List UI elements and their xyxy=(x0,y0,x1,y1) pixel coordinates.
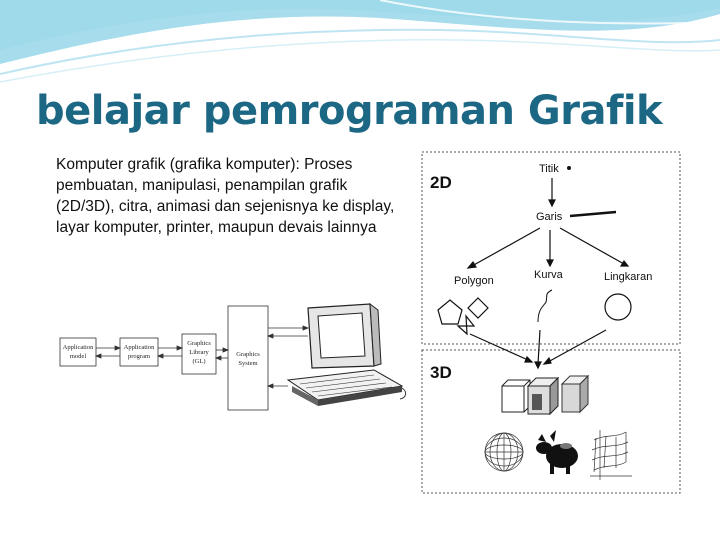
cube-shaded-icon xyxy=(528,378,558,414)
graphics-system-label-1: Graphics xyxy=(236,351,260,358)
keyboard-icon xyxy=(288,370,406,406)
label-2d: 2D xyxy=(430,173,452,192)
label-kurva: Kurva xyxy=(534,269,563,281)
slide-title: belajar pemrograman Grafik xyxy=(36,88,663,134)
label-titik: Titik xyxy=(539,163,559,175)
cube-solid-icon xyxy=(562,376,588,412)
app-model-box xyxy=(60,338,96,366)
point-icon xyxy=(567,166,571,170)
app-program-box xyxy=(120,338,158,366)
graphics-library-label-1: Graphics xyxy=(187,340,211,347)
slide-body-text: Komputer grafik (grafika komputer): Proses pembuatan, manipulasi, penampilan grafik (2D/3D), citra, animasi dan sejenisnya ke display, layar komputer, printer, maupun devais lainnya xyxy=(56,156,395,236)
label-polygon: Polygon xyxy=(454,275,494,287)
label-lingkaran: Lingkaran xyxy=(604,271,653,283)
header-wave-decoration xyxy=(0,0,720,90)
graphics-library-label-2: Library xyxy=(189,349,209,356)
app-model-label-1: Application xyxy=(62,344,94,351)
primitives-diagram xyxy=(420,150,682,495)
circle-icon xyxy=(605,294,631,320)
monitor-icon xyxy=(308,304,381,368)
app-program-label-1: Application xyxy=(123,344,155,351)
label-garis: Garis xyxy=(536,211,563,223)
sphere-wireframe-icon xyxy=(485,433,523,471)
label-3d: 3D xyxy=(430,363,452,382)
graphics-system-box xyxy=(228,306,268,410)
app-model-label-2: model xyxy=(69,353,87,360)
app-program-label-2: program xyxy=(127,353,151,360)
graphics-system-label-2: System xyxy=(238,360,258,367)
graphics-pipeline-diagram xyxy=(56,300,411,415)
graphics-library-label-3: (GL) xyxy=(192,358,206,365)
